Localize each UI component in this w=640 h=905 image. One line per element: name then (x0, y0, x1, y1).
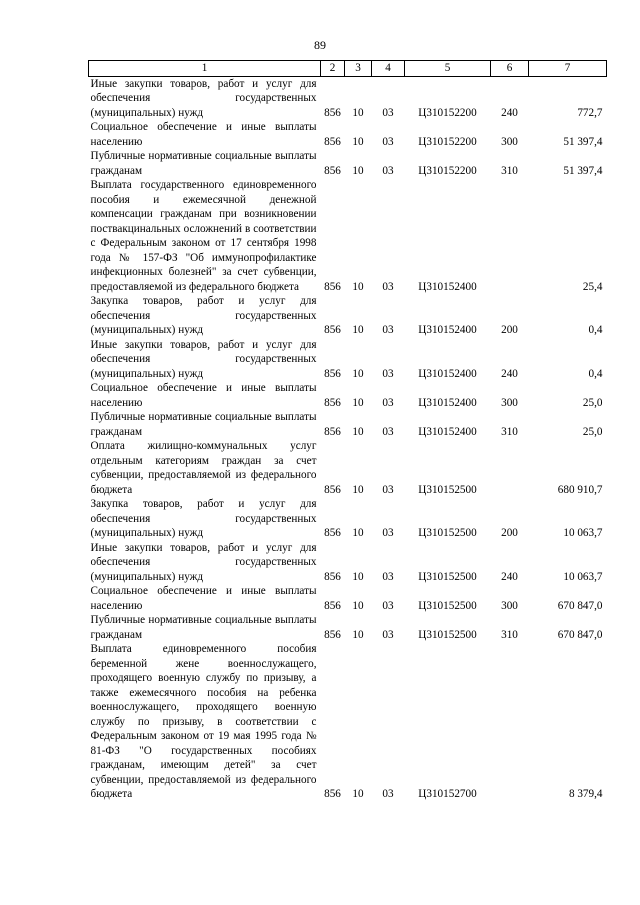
sum-cell: 680 910,7 (557, 483, 603, 496)
table-row (89, 149, 607, 178)
sum-cell: 0,4 (588, 367, 603, 380)
vr-cell (491, 642, 529, 802)
rz-cell: 10 (352, 570, 364, 583)
row-name-cell (89, 338, 321, 382)
sum-cell: 10 063,7 (563, 527, 603, 539)
header-col-1: 1 (89, 61, 321, 77)
row-name: Публичные нормативные социальные выплаты гражданам (90, 411, 317, 438)
header-col-7: 7 (529, 61, 607, 77)
rz-cell: 10 (352, 396, 364, 409)
row-name: Социальное обеспечение и иные выплаты населению (90, 121, 317, 148)
row-name: Закупка товаров, работ и услуг для обеспечения государственных (муниципальных) нужд (90, 498, 317, 539)
csr-cell: Ц310152400 (418, 367, 477, 380)
csr-cell: Ц310152700 (418, 788, 477, 800)
gr-cell: 856 (324, 788, 341, 800)
row-name-cell (89, 541, 321, 585)
header-row (89, 61, 607, 77)
csr-cell: Ц310152200 (418, 135, 477, 148)
sum-cell: 25,0 (582, 425, 603, 438)
pr-cell: 03 (382, 599, 394, 612)
table-row (89, 642, 607, 802)
rz-cell: 10 (352, 106, 364, 119)
pr-cell: 03 (382, 570, 394, 583)
table-row (89, 584, 607, 613)
pr-cell: 03 (382, 324, 394, 336)
csr-cell: Ц310152200 (418, 106, 477, 119)
vr-cell: 310 (501, 425, 518, 438)
table-row (89, 613, 607, 642)
rz-cell: 10 (352, 527, 364, 539)
row-name: Иные закупки товаров, работ и услуг для обеспечения государственных (муниципальных) нужд (90, 338, 317, 380)
row-name: Выплата единовременного пособия беременной жене военнослужащего, проходящего военную службу по призыву, а также ежемесячного пособия на ребенка военнослужащего, проходящего военную службу по призыву, в соответствии с Федеральным законом от 19 мая 1995 года № 81-ФЗ "О государственных пособиях гражданам, имеющим детей" за счет субвенции, предоставляемой из федерального бюджета (90, 643, 317, 800)
sum-cell: 51 397,4 (563, 164, 603, 177)
header-col-6: 6 (491, 61, 529, 77)
pr-cell: 03 (382, 788, 394, 800)
row-name: Социальное обеспечение и иные выплаты населению (90, 585, 317, 612)
sum-cell: 670 847,0 (557, 628, 603, 641)
pr-cell: 03 (382, 483, 394, 496)
gr-cell: 856 (324, 367, 341, 380)
row-name: Оплата жилищно-коммунальных услуг отдельным категориям граждан за счет субвенции, предоставляемой из федерального бюджета (90, 440, 317, 496)
csr-cell: Ц310152200 (418, 164, 477, 177)
pr-cell: 03 (382, 106, 394, 119)
csr-cell: Ц310152500 (418, 628, 477, 641)
table-row (89, 497, 607, 541)
csr-cell: Ц310152500 (418, 527, 477, 539)
vr-cell: 310 (501, 628, 518, 641)
sum-cell: 51 397,4 (563, 135, 603, 148)
header-col-4: 4 (372, 61, 405, 77)
row-name-cell (89, 294, 321, 338)
pr-cell: 03 (382, 425, 394, 438)
sum-cell: 10 063,7 (563, 570, 603, 583)
vr-cell: 300 (501, 599, 518, 612)
rz-cell: 10 (352, 367, 364, 380)
rz-cell: 10 (352, 788, 364, 800)
rz-cell: 10 (352, 135, 364, 148)
row-name-cell (89, 613, 321, 642)
row-name-cell (89, 410, 321, 439)
table-row (89, 541, 607, 585)
rz-cell: 10 (352, 280, 364, 293)
gr-cell: 856 (324, 324, 341, 336)
gr-cell: 856 (324, 280, 341, 293)
row-name: Закупка товаров, работ и услуг для обеспечения государственных (муниципальных) нужд (90, 295, 317, 336)
vr-cell (491, 439, 529, 497)
vr-cell: 310 (501, 164, 518, 177)
csr-cell: Ц310152400 (418, 396, 477, 409)
table-row (89, 381, 607, 410)
row-name-cell (89, 178, 321, 294)
row-name: Иные закупки товаров, работ и услуг для обеспечения государственных (муниципальных) нужд (90, 77, 317, 119)
rz-cell: 10 (352, 599, 364, 612)
table-row (89, 410, 607, 439)
row-name-cell (89, 439, 321, 497)
csr-cell: Ц310152400 (418, 280, 477, 293)
csr-cell: Ц310152400 (418, 324, 477, 336)
table-row (89, 76, 607, 120)
gr-cell: 856 (324, 396, 341, 409)
row-name-cell (89, 584, 321, 613)
row-name: Иные закупки товаров, работ и услуг для обеспечения государственных (муниципальных) нужд (90, 541, 317, 583)
gr-cell: 856 (324, 135, 341, 148)
row-name: Публичные нормативные социальные выплаты гражданам (90, 150, 317, 177)
csr-cell: Ц310152500 (418, 483, 477, 496)
vr-cell: 240 (501, 106, 518, 119)
page-number: 89 (314, 38, 326, 52)
rz-cell: 10 (352, 324, 364, 336)
sum-cell: 772,7 (577, 106, 603, 119)
header-col-2: 2 (321, 61, 345, 77)
table-row (89, 178, 607, 294)
csr-cell: Ц310152500 (418, 570, 477, 583)
csr-cell: Ц310152400 (418, 425, 477, 438)
gr-cell: 856 (324, 483, 341, 496)
sum-cell: 0,4 (588, 324, 603, 336)
sum-cell: 8 379,4 (568, 788, 603, 800)
vr-cell: 300 (501, 396, 518, 409)
table-row (89, 120, 607, 149)
pr-cell: 03 (382, 164, 394, 177)
gr-cell: 856 (324, 599, 341, 612)
vr-cell: 200 (501, 324, 518, 336)
rz-cell: 10 (352, 628, 364, 641)
pr-cell: 03 (382, 280, 394, 293)
vr-cell: 300 (501, 135, 518, 148)
csr-cell: Ц310152500 (418, 599, 477, 612)
vr-cell: 240 (501, 570, 518, 583)
table-row (89, 338, 607, 382)
pr-cell: 03 (382, 628, 394, 641)
row-name-cell (89, 149, 321, 178)
gr-cell: 856 (324, 628, 341, 641)
row-name-cell (89, 120, 321, 149)
sum-cell: 670 847,0 (557, 599, 603, 612)
header-col-5: 5 (405, 61, 491, 77)
pr-cell: 03 (382, 527, 394, 539)
rz-cell: 10 (352, 425, 364, 438)
row-name: Публичные нормативные социальные выплаты гражданам (90, 614, 317, 641)
gr-cell: 856 (324, 527, 341, 539)
gr-cell: 856 (324, 164, 341, 177)
row-name-cell (89, 76, 321, 120)
budget-table (88, 60, 607, 802)
table-row (89, 439, 607, 497)
sum-cell: 25,4 (582, 280, 603, 293)
row-name-cell (89, 381, 321, 410)
rz-cell: 10 (352, 164, 364, 177)
vr-cell: 240 (501, 367, 518, 380)
pr-cell: 03 (382, 367, 394, 380)
rz-cell: 10 (352, 483, 364, 496)
table-row (89, 294, 607, 338)
gr-cell: 856 (324, 106, 341, 119)
row-name-cell (89, 642, 321, 802)
vr-cell (491, 178, 529, 294)
sum-cell: 25,0 (582, 396, 603, 409)
gr-cell: 856 (324, 570, 341, 583)
gr-cell: 856 (324, 425, 341, 438)
row-name: Социальное обеспечение и иные выплаты населению (90, 382, 317, 409)
vr-cell: 200 (501, 527, 518, 539)
header-col-3: 3 (345, 61, 372, 77)
pr-cell: 03 (382, 396, 394, 409)
row-name-cell (89, 497, 321, 541)
pr-cell: 03 (382, 135, 394, 148)
row-name: Выплата государственного единовременного пособия и ежемесячной денежной компенсации гражданам при возникновении поствакцинальных осложнений в соответствии с Федеральным законом от 17 сентября 1998 года № 157-ФЗ "Об иммунопрофилактике инфекционных болезней" за счет субвенции, предоставляемой из федерального бюджета (90, 179, 317, 293)
